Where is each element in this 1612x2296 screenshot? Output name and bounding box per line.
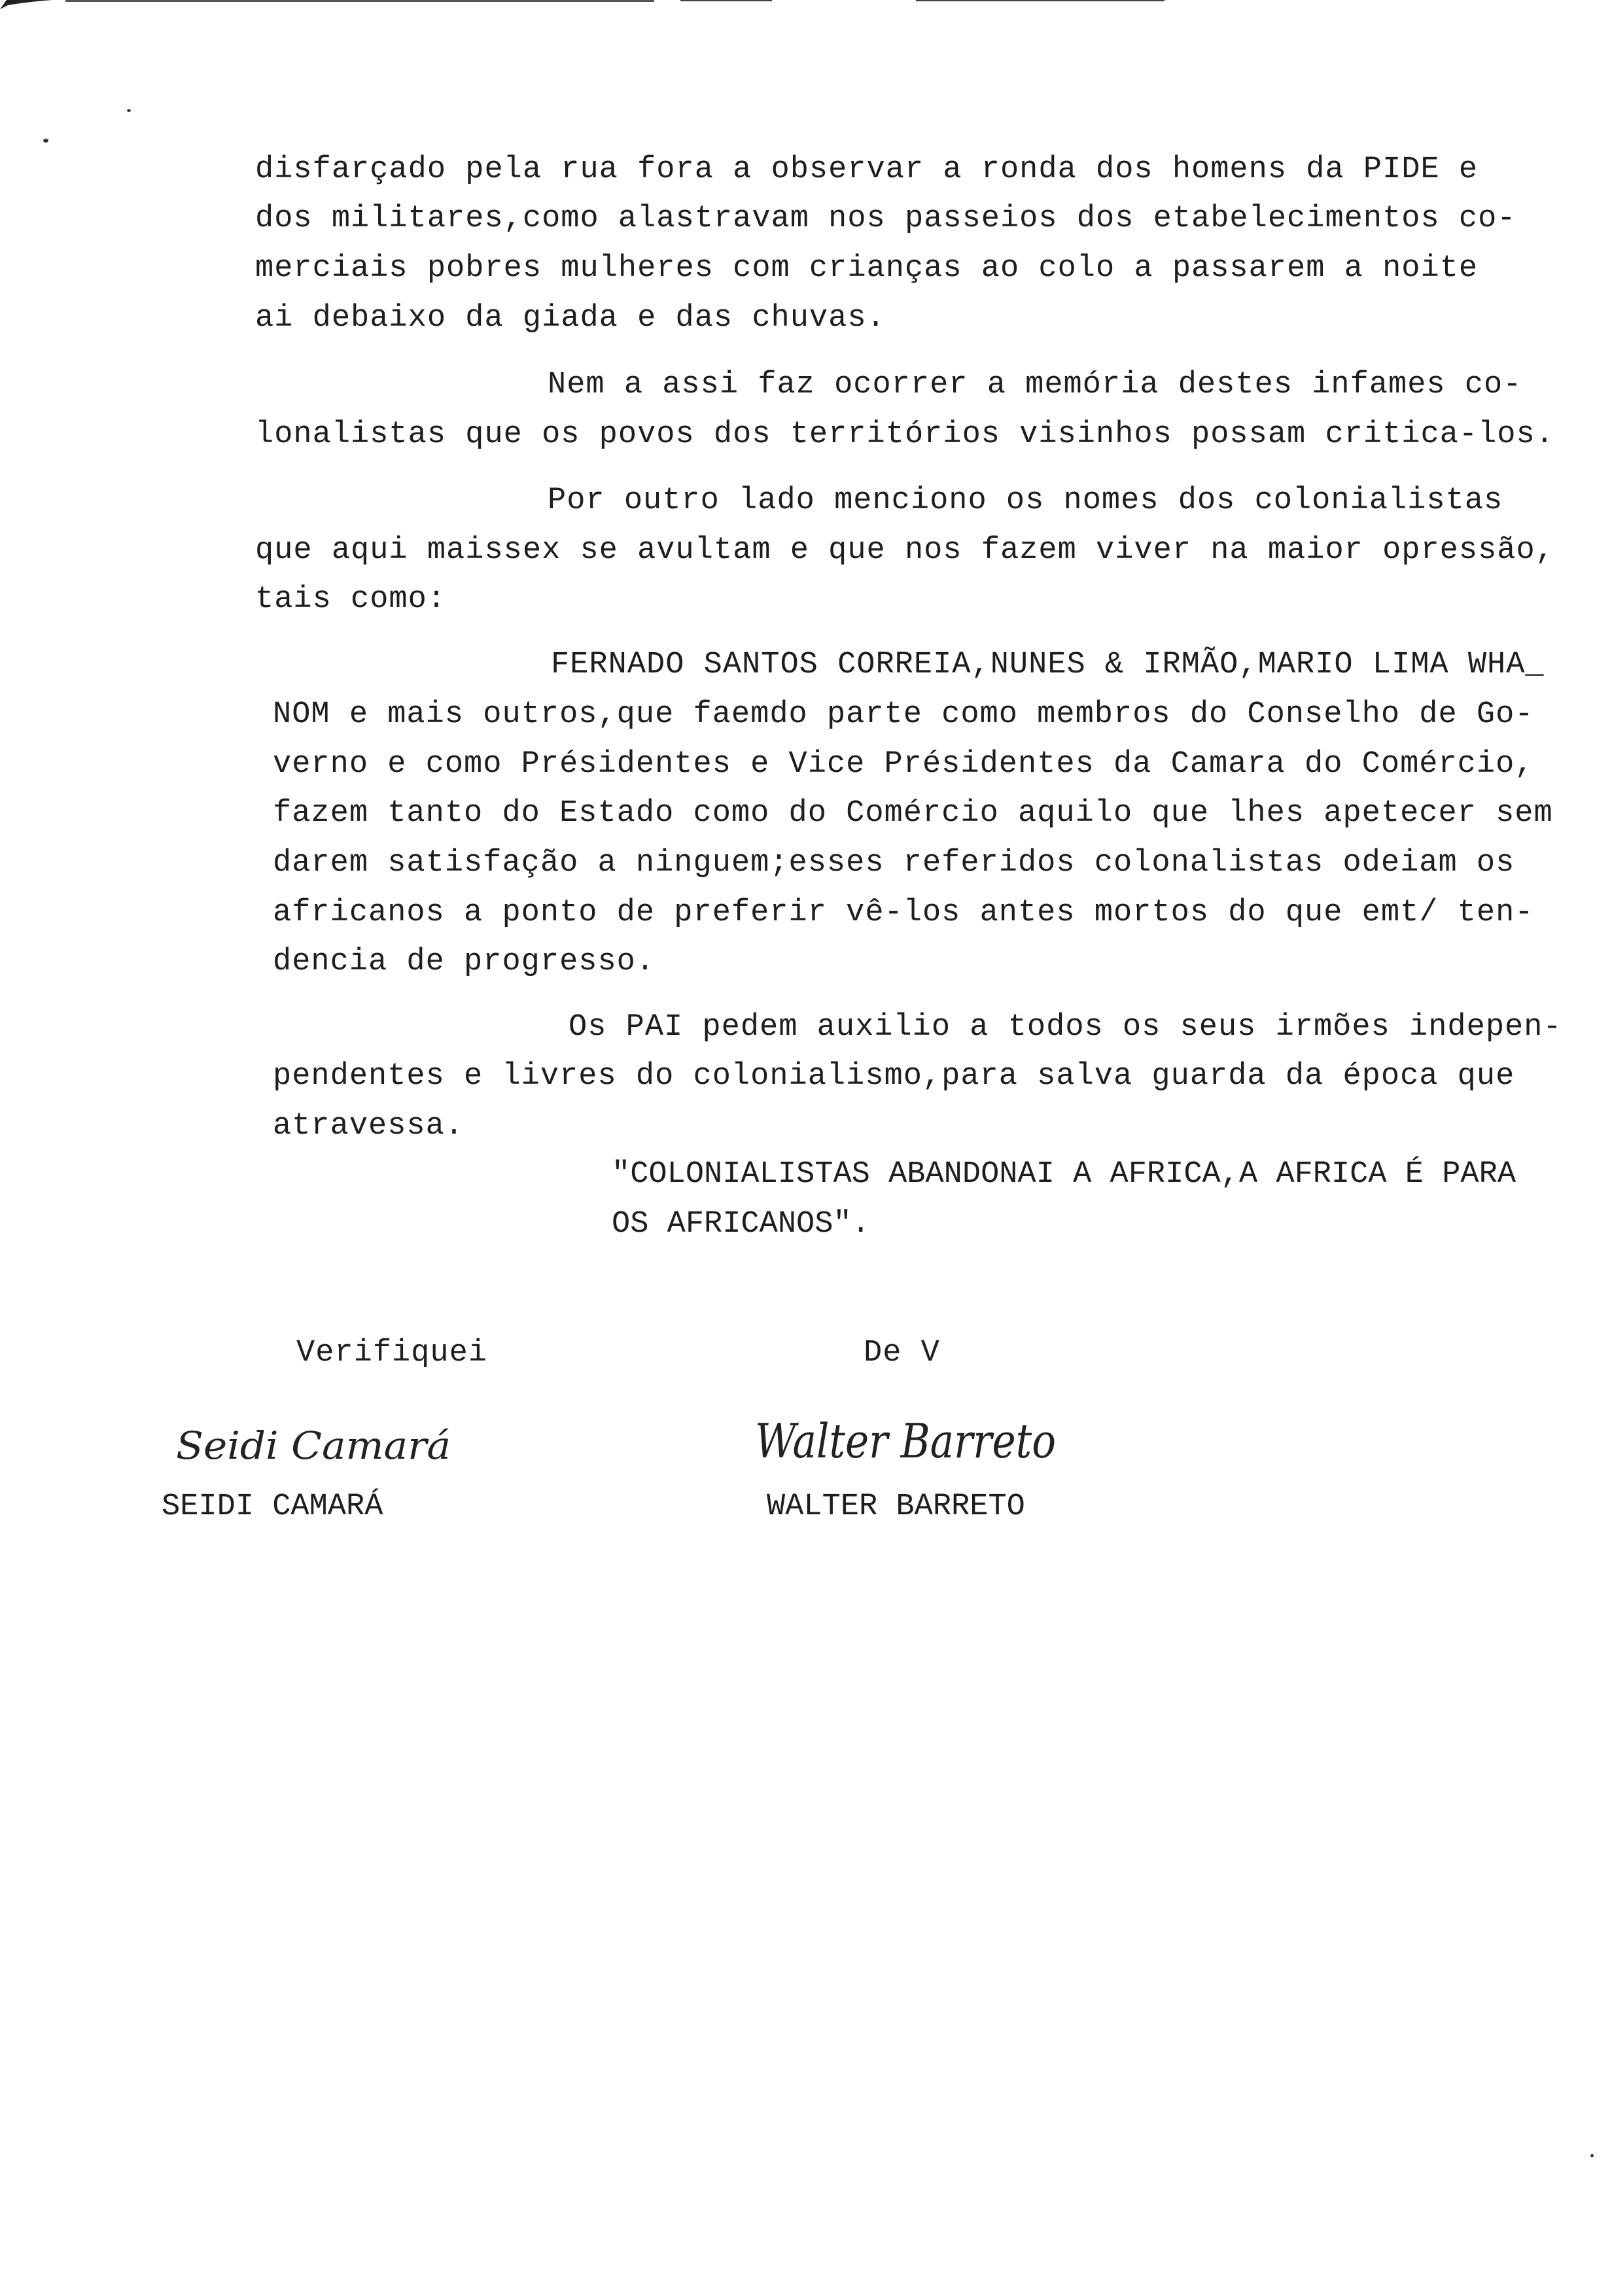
- signature-seidi-camara-text: Seidi Camará: [176, 1423, 451, 1468]
- paragraph-4-line-5: darem satisfação a ninguem;esses referidos colonalistas odeiam os: [273, 846, 1515, 880]
- signature-walter-barreto-text: Walter Barreto: [755, 1414, 1056, 1469]
- paragraph-2-line-1: Nem a assi faz ocorrer a memória destes infames co-: [548, 368, 1522, 402]
- slogan-line-2: OS AFRICANOS".: [612, 1207, 870, 1242]
- slogan-line-1: "COLONIALISTAS ABANDONAI A AFRICA,A AFRICA É PARA: [612, 1157, 1516, 1192]
- scan-speck: [127, 109, 131, 112]
- paragraph-1-line-2: dos militares,como alastravam nos passeios dos etabelecimentos co-: [255, 201, 1516, 236]
- scan-speck: [43, 139, 48, 143]
- paragraph-4-line-2: NOM e mais outros,que faemdo parte como membros do Conselho de Go-: [273, 697, 1534, 732]
- signer-name-walter-barreto: WALTER BARRETO: [767, 1489, 1025, 1524]
- paragraph-4-line-7: dencia de progresso.: [273, 945, 656, 979]
- from-label: De V: [864, 1336, 940, 1370]
- paragraph-2-line-2: lonalistas que os povos dos territórios visinhos possam critica-los.: [255, 417, 1554, 452]
- signer-name-seidi-camara: SEIDI CAMARÁ: [162, 1489, 383, 1524]
- paragraph-4-line-4: fazem tanto do Estado como do Comércio aquilo que lhes apetecer sem: [273, 796, 1553, 831]
- paragraph-1-line-3: merciais pobres mulheres com crianças ao colo a passarem a noite: [255, 251, 1479, 286]
- paragraph-1-line-4: ai debaixo da giada e das chuvas.: [255, 301, 886, 336]
- paragraph-3-line-2: que aqui maissex se avultam e que nos fazem viver na maior opressão,: [255, 533, 1554, 568]
- signature-seidi-camara: [173, 1406, 461, 1478]
- paragraph-5-line-1: Os PAI pedem auxilio a todos os seus irmões indepen-: [569, 1010, 1562, 1045]
- paragraph-4-line-6: africanos a ponto de preferir vê-los antes mortos do que emt/ ten-: [273, 896, 1534, 930]
- signature-walter-barreto: [752, 1400, 1066, 1485]
- verified-label: Verifiquei: [296, 1336, 488, 1370]
- paragraph-5-line-2: pendentes e livres do colonialismo,para salva guarda da época que: [273, 1059, 1515, 1094]
- paragraph-1-line-1: disfarçado pela rua fora a observar a ronda dos homens da PIDE e: [255, 152, 1479, 187]
- paragraph-5-line-3: atravessa.: [273, 1109, 464, 1143]
- paragraph-3-line-1: Por outro lado menciono os nomes dos colonialistas: [548, 483, 1503, 518]
- scan-edge-mark: [0, 0, 1612, 9]
- scan-speck: [1590, 2154, 1594, 2157]
- paragraph-4-line-1: FERNADO SANTOS CORREIA,NUNES & IRMÃO,MARIO LIMA WHA_: [551, 648, 1545, 682]
- paragraph-4-line-3: verno e como Présidentes e Vice Présidentes da Camara do Comércio,: [273, 747, 1534, 782]
- paragraph-3-line-3: tais como:: [255, 582, 447, 617]
